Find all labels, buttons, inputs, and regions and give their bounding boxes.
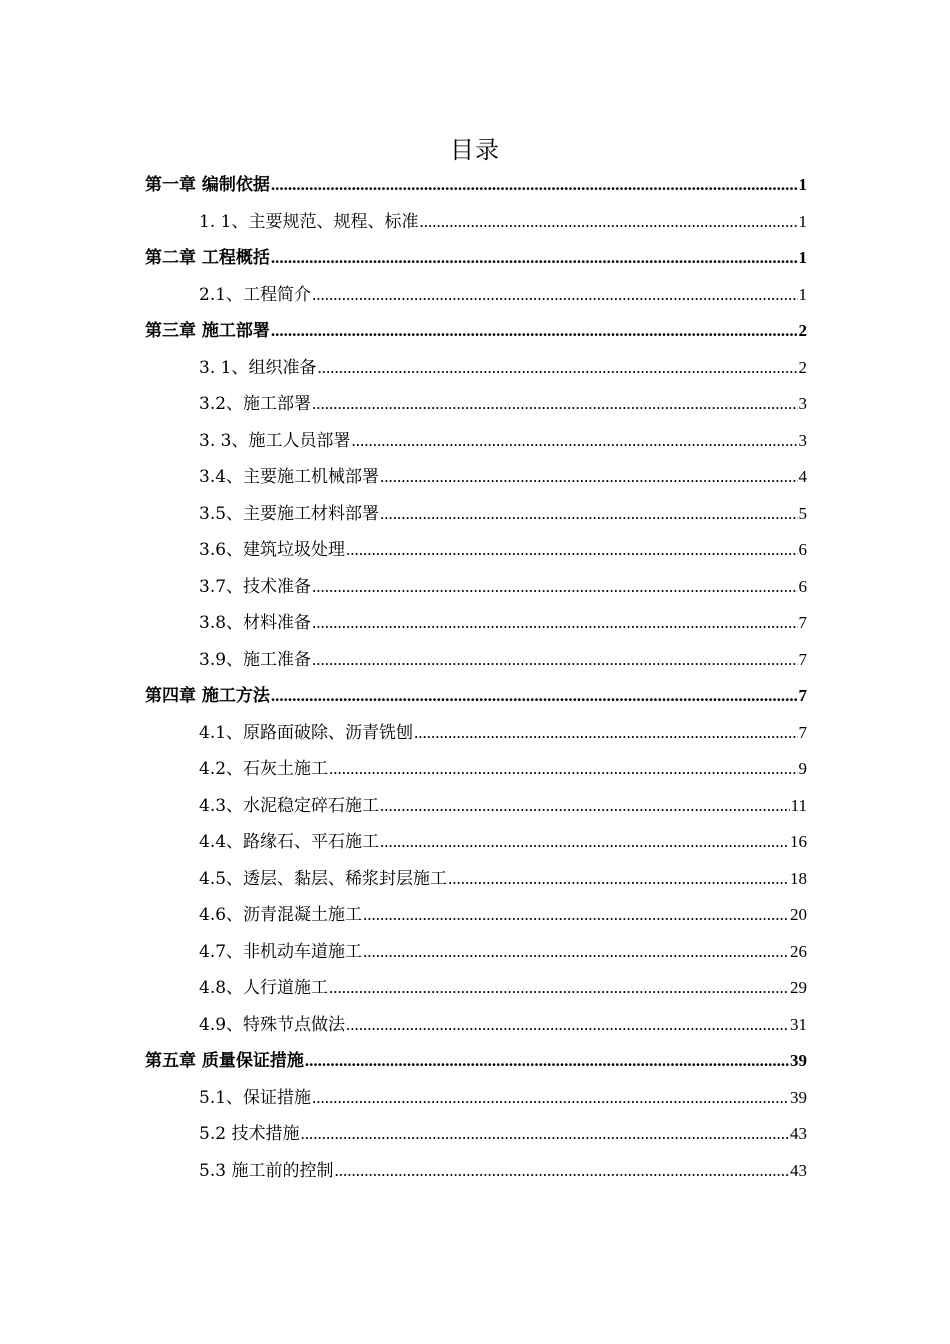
toc-dot-leader (271, 175, 798, 195)
toc-entry-label: 5.1、保证措施 (199, 1087, 312, 1108)
toc-page-number: 9 (798, 759, 807, 778)
toc-dot-leader (329, 978, 789, 998)
toc-section-entry[interactable] (145, 207, 807, 244)
toc-section-entry[interactable] (145, 718, 807, 755)
toc-section-entry[interactable] (145, 353, 807, 390)
toc-dot-leader (351, 431, 797, 451)
toc-entry-label: 4.7、非机动车道施工 (199, 941, 363, 962)
toc-section-entry[interactable] (145, 608, 807, 645)
toc-section-entry[interactable] (145, 572, 807, 609)
toc-entry-label: 第二章 工程概括 (145, 248, 270, 268)
toc-entry-label: 3.9、施工准备 (199, 649, 312, 670)
toc-entry-label: 3.2、施工部署 (199, 394, 312, 414)
toc-dot-leader (380, 832, 789, 852)
toc-dot-leader (300, 1124, 789, 1144)
toc-section-entry[interactable] (145, 645, 807, 682)
toc-entry-label: 4.3、水泥稳定碎石施工 (199, 795, 380, 816)
toc-dot-leader (312, 285, 797, 305)
toc-section-entry[interactable] (145, 1156, 807, 1193)
toc-section-entry[interactable] (145, 280, 807, 317)
toc-page-number: 26 (790, 941, 807, 961)
toc-entry-label: 第三章 施工部署 (145, 321, 270, 341)
toc-entry-label: 5.3 施工前的控制 (199, 1160, 334, 1181)
toc-section-entry[interactable] (145, 864, 807, 901)
toc-page-number: 18 (790, 868, 807, 888)
toc-section-entry[interactable] (145, 973, 807, 1010)
toc-page-number: 1 (798, 248, 807, 267)
toc-entry-label: 4.5、透层、黏层、稀浆封层施工 (199, 868, 448, 889)
toc-entry-label: 4.2、石灰土施工 (199, 759, 329, 779)
toc-page-number: 6 (798, 576, 807, 596)
toc-dot-leader (312, 394, 797, 414)
toc-section-entry[interactable] (145, 754, 807, 791)
toc-section-entry[interactable] (145, 1119, 807, 1156)
toc-entry-label: 3.5、主要施工材料部署 (199, 503, 380, 524)
toc-chapter-entry[interactable] (145, 1046, 807, 1083)
toc-page-number: 29 (790, 978, 807, 997)
toc-entry-label: 3.4、主要施工机械部署 (199, 467, 380, 487)
toc-page-number: 11 (790, 795, 807, 815)
toc-entry-label: 第一章 编制依据 (145, 175, 270, 195)
toc-page-number: 43 (790, 1124, 807, 1143)
toc-entry-label: 4.6、沥青混凝土施工 (199, 905, 363, 925)
toc-entry-label: 4.9、特殊节点做法 (199, 1014, 346, 1035)
toc-section-entry[interactable] (145, 827, 807, 864)
toc-section-entry[interactable] (145, 1010, 807, 1047)
toc-entry-label: 3. 1、组织准备 (199, 357, 317, 378)
toc-section-entry[interactable] (145, 1083, 807, 1120)
toc-page-number: 3 (798, 430, 807, 450)
table-of-contents (145, 170, 807, 1192)
toc-page-number: 39 (790, 1087, 807, 1107)
toc-entry-label: 3.8、材料准备 (199, 613, 312, 633)
toc-chapter-entry[interactable] (145, 170, 807, 207)
toc-dot-leader (380, 467, 797, 487)
toc-dot-leader (448, 869, 789, 889)
toc-entry-label: 3. 3、施工人员部署 (199, 430, 351, 451)
toc-entry-label: 3.7、技术准备 (199, 576, 312, 597)
toc-section-entry[interactable] (145, 937, 807, 974)
toc-section-entry[interactable] (145, 462, 807, 499)
toc-dot-leader (346, 1015, 789, 1035)
toc-page-number: 5 (798, 503, 807, 523)
toc-page-number: 31 (790, 1014, 807, 1034)
toc-dot-leader (312, 1088, 789, 1108)
toc-dot-leader (380, 504, 797, 524)
toc-section-entry[interactable] (145, 791, 807, 828)
toc-entry-label: 4.8、人行道施工 (199, 978, 329, 998)
toc-dot-leader (312, 577, 797, 597)
toc-section-entry[interactable] (145, 426, 807, 463)
toc-entry-label: 5.2 技术措施 (199, 1124, 300, 1144)
toc-section-entry[interactable] (145, 535, 807, 572)
toc-dot-leader (312, 650, 797, 670)
toc-entry-label: 3.6、建筑垃圾处理 (199, 540, 346, 560)
toc-entry-label: 2.1、工程简介 (199, 284, 312, 305)
toc-page-number: 1 (798, 175, 807, 194)
toc-dot-leader (329, 759, 797, 779)
toc-page-number: 7 (798, 686, 807, 705)
toc-dot-leader (271, 686, 798, 706)
toc-chapter-entry[interactable] (145, 243, 807, 280)
toc-page-number: 7 (798, 613, 807, 632)
toc-dot-leader (363, 905, 789, 925)
toc-section-entry[interactable] (145, 499, 807, 536)
toc-page-number: 7 (798, 722, 807, 742)
toc-dot-leader (414, 723, 797, 743)
toc-entry-label: 第四章 施工方法 (145, 686, 270, 706)
toc-page-number: 2 (798, 357, 807, 377)
toc-dot-leader (305, 1051, 789, 1071)
toc-page-number: 20 (790, 905, 807, 924)
toc-page-number: 1 (798, 211, 807, 231)
toc-dot-leader (419, 212, 797, 232)
toc-page-number: 39 (790, 1051, 807, 1070)
toc-page-number: 16 (790, 832, 807, 851)
toc-dot-leader (380, 796, 790, 816)
toc-chapter-entry[interactable] (145, 681, 807, 718)
toc-page-number: 43 (790, 1160, 807, 1180)
toc-dot-leader (346, 540, 797, 560)
toc-page-number: 2 (798, 321, 807, 340)
toc-dot-leader (334, 1161, 789, 1181)
toc-dot-leader (317, 358, 797, 378)
toc-page-number: 6 (798, 540, 807, 559)
toc-page-number: 4 (798, 467, 807, 486)
toc-chapter-entry[interactable] (145, 316, 807, 353)
toc-entry-label: 第五章 质量保证措施 (145, 1051, 304, 1071)
toc-section-entry[interactable] (145, 900, 807, 937)
toc-page-number: 1 (798, 284, 807, 304)
toc-dot-leader (271, 248, 798, 268)
toc-dot-leader (363, 942, 789, 962)
toc-entry-label: 4.4、路缘石、平石施工 (199, 832, 380, 852)
toc-dot-leader (271, 321, 798, 341)
toc-page-number: 3 (798, 394, 807, 413)
toc-section-entry[interactable] (145, 389, 807, 426)
toc-entry-label: 1. 1、主要规范、规程、标准 (199, 211, 419, 232)
toc-title: 目录 (450, 136, 500, 164)
toc-dot-leader (312, 613, 797, 633)
toc-page-number: 7 (798, 649, 807, 669)
toc-entry-label: 4.1、原路面破除、沥青铣刨 (199, 722, 414, 743)
